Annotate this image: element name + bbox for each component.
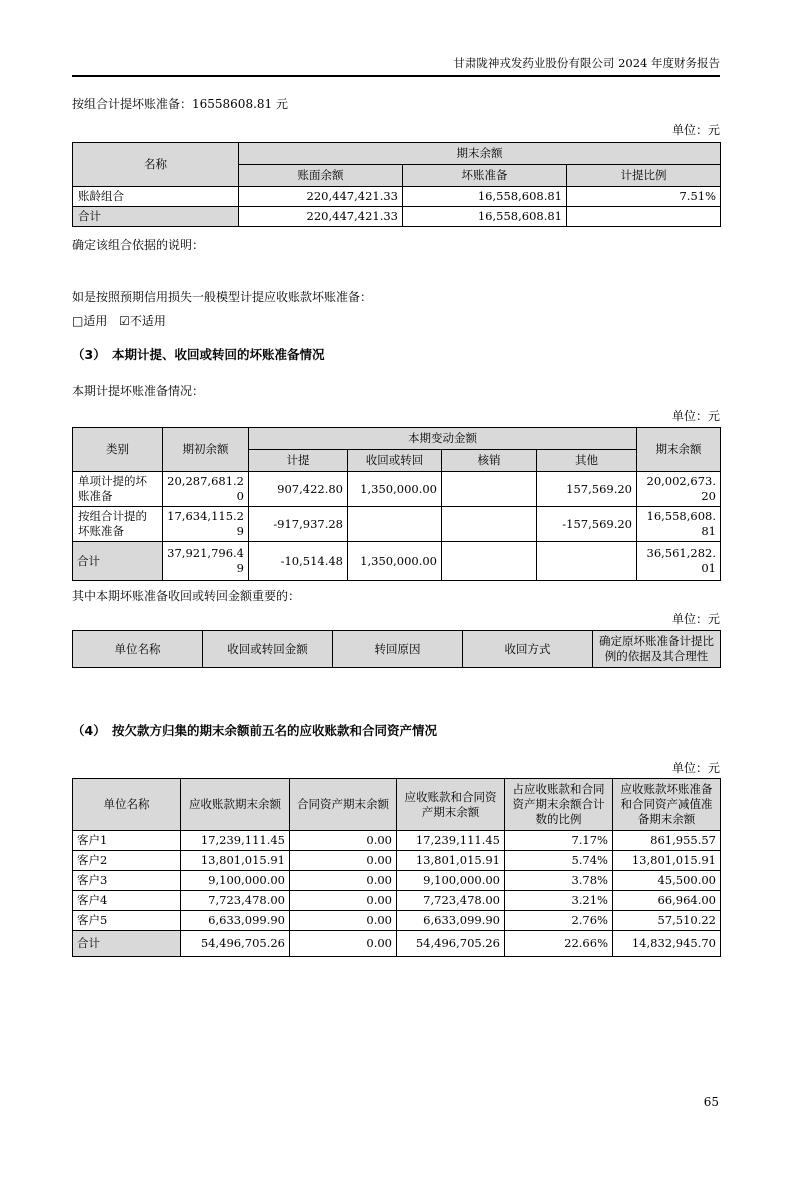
table-total-row bbox=[73, 931, 721, 957]
table-cell: 17,634,115.29 bbox=[163, 507, 249, 542]
table-cell: 0.00 bbox=[290, 911, 397, 931]
column-header-other: 其他 bbox=[537, 450, 637, 472]
portfolio-provision-table bbox=[72, 142, 721, 227]
table-cell: 17,239,111.45 bbox=[397, 831, 505, 851]
table-cell: 54,496,705.26 bbox=[397, 931, 505, 957]
table-cell: 7.17% bbox=[505, 831, 613, 851]
column-header-category: 类别 bbox=[73, 428, 163, 472]
table-cell: 220,447,421.33 bbox=[239, 187, 403, 207]
unit-label-4: 单位：元 bbox=[671, 761, 720, 775]
table-cell: -917,937.28 bbox=[249, 507, 348, 542]
table-cell: 16,558,608.81 bbox=[403, 207, 567, 227]
table-cell: 16,558,608.81 bbox=[637, 507, 721, 542]
table-cell: 1,350,000.00 bbox=[348, 542, 442, 581]
table-cell: 7.51% bbox=[567, 187, 721, 207]
row-label-total: 合计 bbox=[73, 931, 181, 957]
column-header-opening-balance: 期初余额 bbox=[163, 428, 249, 472]
table-cell: 3.21% bbox=[505, 891, 613, 911]
applicability-options bbox=[72, 314, 720, 329]
row-label: 客户3 bbox=[73, 871, 181, 891]
column-header-original-ratio-basis: 确定原坏账准备计提比例的依据及其合理性 bbox=[593, 631, 721, 668]
unit-label-2: 单位：元 bbox=[671, 409, 720, 423]
table-header-row bbox=[73, 779, 721, 831]
unit-label-3: 单位：元 bbox=[671, 612, 720, 626]
row-label: 账龄组合 bbox=[73, 187, 239, 207]
row-label-total: 合计 bbox=[73, 207, 239, 227]
table-cell bbox=[442, 472, 537, 507]
table-cell: 220,447,421.33 bbox=[239, 207, 403, 227]
column-header-ar-and-contract-asset-balance: 应收账款和合同资产期末余额 bbox=[397, 779, 505, 831]
table-cell: 13,801,015.91 bbox=[181, 851, 290, 871]
report-page bbox=[0, 56, 793, 957]
table-cell: 45,500.00 bbox=[613, 871, 721, 891]
table-cell: 20,002,673.20 bbox=[637, 472, 721, 507]
table-cell: 0.00 bbox=[290, 891, 397, 911]
table-cell: -157,569.20 bbox=[537, 507, 637, 542]
column-header-contract-asset-closing-balance: 合同资产期末余额 bbox=[290, 779, 397, 831]
table-cell: 13,801,015.91 bbox=[397, 851, 505, 871]
page-number: 65 bbox=[703, 1095, 719, 1109]
table-cell: 157,569.20 bbox=[537, 472, 637, 507]
column-header-recovered-amount: 收回或转回金额 bbox=[203, 631, 333, 668]
section-4-heading: （4） 按欠款方归集的期末余额前五名的应收账款和合同资产情况 bbox=[72, 723, 437, 738]
ecl-note-text: 如是按照预期信用损失一般模型计提应收账款坏账准备： bbox=[72, 290, 373, 304]
table-cell: 0.00 bbox=[290, 831, 397, 851]
table-row bbox=[73, 891, 721, 911]
table-cell bbox=[567, 207, 721, 227]
table-cell: 7,723,478.00 bbox=[397, 891, 505, 911]
column-header-ar-closing-balance: 应收账款期末余额 bbox=[181, 779, 290, 831]
table-cell: 6,633,099.90 bbox=[397, 911, 505, 931]
table-cell: 9,100,000.00 bbox=[181, 871, 290, 891]
table-cell bbox=[537, 542, 637, 581]
table-row bbox=[73, 871, 721, 891]
column-header-entity-name: 单位名称 bbox=[73, 779, 181, 831]
table-row bbox=[73, 851, 721, 871]
table-cell: 0.00 bbox=[290, 871, 397, 891]
table-cell: 57,510.22 bbox=[613, 911, 721, 931]
table-cell: 66,964.00 bbox=[613, 891, 721, 911]
table-cell: 17,239,111.45 bbox=[181, 831, 290, 851]
table-cell: 16,558,608.81 bbox=[403, 187, 567, 207]
provision-intro-text: 按组合计提坏账准备：16558608.81 元 bbox=[72, 97, 288, 111]
table-cell: 9,100,000.00 bbox=[397, 871, 505, 891]
table-cell: 13,801,015.91 bbox=[613, 851, 721, 871]
table-row bbox=[73, 472, 721, 507]
checkbox-applicable: □适用 bbox=[72, 314, 108, 328]
table-cell: 5.74% bbox=[505, 851, 613, 871]
table-total-row bbox=[73, 542, 721, 581]
recovery-detail-table bbox=[72, 630, 721, 668]
column-header-closing-balance: 期末余额 bbox=[637, 428, 721, 472]
table-cell: 36,561,282.01 bbox=[637, 542, 721, 581]
table-cell: 3.78% bbox=[505, 871, 613, 891]
checkbox-not-applicable: ☑不适用 bbox=[119, 314, 166, 328]
table-row bbox=[73, 911, 721, 931]
table-header-row bbox=[73, 143, 721, 165]
table-header-row bbox=[73, 631, 721, 668]
column-header-provision-ratio: 计提比例 bbox=[567, 165, 721, 187]
table-total-row bbox=[73, 207, 721, 227]
column-header-percentage-of-total: 占应收账款和合同资产期末余额合计数的比例 bbox=[505, 779, 613, 831]
row-label: 客户5 bbox=[73, 911, 181, 931]
row-label: 客户1 bbox=[73, 831, 181, 851]
column-header-reversal-reason: 转回原因 bbox=[333, 631, 463, 668]
table-cell: 37,921,796.49 bbox=[163, 542, 249, 581]
column-header-bad-debt-provision: 坏账准备 bbox=[403, 165, 567, 187]
row-label: 单项计提的坏账准备 bbox=[73, 472, 163, 507]
recovery-note-text: 其中本期坏账准备收回或转回金额重要的： bbox=[72, 589, 301, 603]
bad-debt-movement-table bbox=[72, 427, 721, 581]
section-3-heading: （3） 本期计提、收回或转回的坏账准备情况 bbox=[72, 347, 325, 362]
unit-label-1: 单位：元 bbox=[671, 123, 720, 137]
table-cell: 1,350,000.00 bbox=[348, 472, 442, 507]
table-cell: 20,287,681.20 bbox=[163, 472, 249, 507]
table-row bbox=[73, 507, 721, 542]
row-label-total: 合计 bbox=[73, 542, 163, 581]
table-cell: 54,496,705.26 bbox=[181, 931, 290, 957]
column-header-book-balance: 账面余额 bbox=[239, 165, 403, 187]
table-cell: -10,514.48 bbox=[249, 542, 348, 581]
column-header-name: 名称 bbox=[73, 143, 239, 187]
table-cell: 0.00 bbox=[290, 931, 397, 957]
table-cell: 6,633,099.90 bbox=[181, 911, 290, 931]
column-header-ending-balance-group: 期末余额 bbox=[239, 143, 721, 165]
column-header-recovered-reversed: 收回或转回 bbox=[348, 450, 442, 472]
row-label: 客户2 bbox=[73, 851, 181, 871]
table-cell: 2.76% bbox=[505, 911, 613, 931]
column-header-accrual: 计提 bbox=[249, 450, 348, 472]
table-cell: 22.66% bbox=[505, 931, 613, 957]
row-label: 客户4 bbox=[73, 891, 181, 911]
table-row bbox=[73, 831, 721, 851]
column-header-provision-closing-balance: 应收账款坏账准备和合同资产减值准备期末余额 bbox=[613, 779, 721, 831]
table-cell bbox=[442, 507, 537, 542]
top5-receivables-table bbox=[72, 778, 721, 957]
table-row bbox=[73, 187, 721, 207]
document-header bbox=[72, 56, 720, 77]
table-cell bbox=[442, 542, 537, 581]
table-cell bbox=[348, 507, 442, 542]
section-3-subtitle: 本期计提坏账准备情况： bbox=[72, 384, 205, 398]
table-cell: 861,955.57 bbox=[613, 831, 721, 851]
basis-note-text: 确定该组合依据的说明： bbox=[72, 238, 205, 252]
table-header-row bbox=[73, 428, 721, 450]
table-cell: 0.00 bbox=[290, 851, 397, 871]
column-header-period-change-group: 本期变动金额 bbox=[249, 428, 637, 450]
report-title: 甘肃陇神戎发药业股份有限公司 2024 年度财务报告 bbox=[453, 56, 720, 70]
row-label: 按组合计提的坏账准备 bbox=[73, 507, 163, 542]
column-header-entity-name: 单位名称 bbox=[73, 631, 203, 668]
column-header-recovery-method: 收回方式 bbox=[463, 631, 593, 668]
column-header-written-off: 核销 bbox=[442, 450, 537, 472]
table-cell: 7,723,478.00 bbox=[181, 891, 290, 911]
table-cell: 14,832,945.70 bbox=[613, 931, 721, 957]
table-cell: 907,422.80 bbox=[249, 472, 348, 507]
